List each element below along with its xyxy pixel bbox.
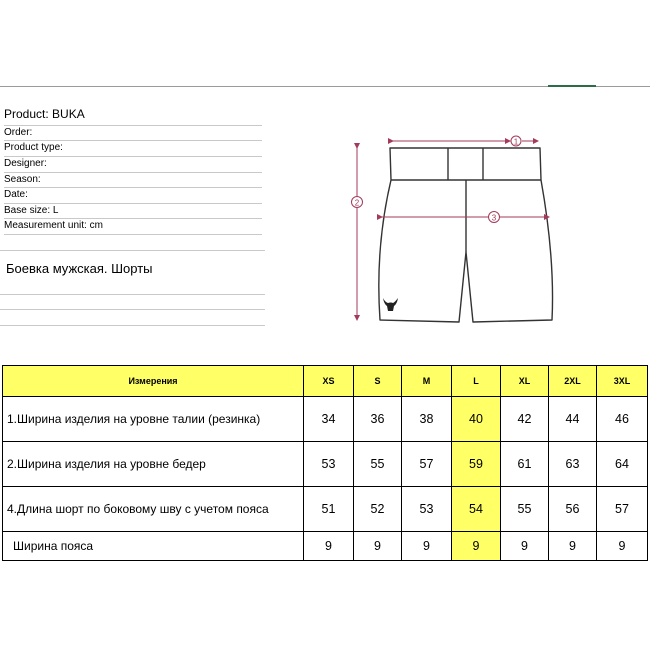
measurement-value: 57 <box>402 442 452 487</box>
measurement-value: 64 <box>597 442 648 487</box>
order-label: Order: <box>4 126 262 141</box>
table-row <box>3 442 648 487</box>
shorts-outline <box>379 148 553 322</box>
marker-1-label: 1 <box>513 137 519 147</box>
divider-line <box>0 309 265 310</box>
measurement-value: 52 <box>354 487 402 532</box>
measurement-value: 38 <box>402 397 452 442</box>
measurement-value: 61 <box>501 442 549 487</box>
measurement-value: 9 <box>354 532 402 561</box>
measurement-name: 1.Ширина изделия на уровне талии (резинка) <box>3 397 304 442</box>
measurement-name: Ширина пояса <box>3 532 304 561</box>
bull-logo-icon <box>383 298 398 311</box>
measurement-value: 56 <box>549 487 597 532</box>
measurement-value: 55 <box>501 487 549 532</box>
divider-line <box>0 325 265 326</box>
measurement-value: 40 <box>452 397 501 442</box>
header-size: S <box>354 366 402 397</box>
product-label: Product: BUKA <box>4 108 262 126</box>
table-row <box>3 532 648 561</box>
header-measurements: Измерения <box>3 366 304 397</box>
measurement-value: 9 <box>304 532 354 561</box>
shorts-sketch <box>345 128 575 333</box>
measurement-name: 2.Ширина изделия на уровне бедер <box>3 442 304 487</box>
header-size: XS <box>304 366 354 397</box>
measurement-value: 53 <box>304 442 354 487</box>
measurement-value: 46 <box>597 397 648 442</box>
table-row <box>3 397 648 442</box>
table-header-row <box>3 366 648 397</box>
season-label: Season: <box>4 173 262 188</box>
measurement-value: 55 <box>354 442 402 487</box>
measurement-value: 34 <box>304 397 354 442</box>
measure-line-2 <box>352 148 363 320</box>
measurement-value: 59 <box>452 442 501 487</box>
measurement-value: 51 <box>304 487 354 532</box>
measurement-value: 9 <box>402 532 452 561</box>
measurement-value: 57 <box>597 487 648 532</box>
header-size: 3XL <box>597 366 648 397</box>
marker-2-label: 2 <box>354 198 360 208</box>
measurement-value: 42 <box>501 397 549 442</box>
header-size: XL <box>501 366 549 397</box>
measurement-name: 4.Длина шорт по боковому шву с учетом пояса <box>3 487 304 532</box>
measurement-value: 54 <box>452 487 501 532</box>
measurement-value: 9 <box>597 532 648 561</box>
table-row <box>3 487 648 532</box>
measurement-value: 9 <box>549 532 597 561</box>
base-size-label: Base size: L <box>4 204 262 219</box>
header-size: L <box>452 366 501 397</box>
marker-3-label: 3 <box>491 213 497 223</box>
measurement-value: 9 <box>452 532 501 561</box>
measurement-value: 9 <box>501 532 549 561</box>
divider-line <box>0 250 265 251</box>
product-type-label: Product type: <box>4 141 262 157</box>
top-divider-accent <box>548 85 596 87</box>
garment-title: Боевка мужская. Шорты <box>6 261 153 276</box>
size-chart-table <box>2 365 648 561</box>
measurement-value: 53 <box>402 487 452 532</box>
designer-label: Designer: <box>4 157 262 173</box>
header-size: M <box>402 366 452 397</box>
header-size: 2XL <box>549 366 597 397</box>
measurement-value: 44 <box>549 397 597 442</box>
measurement-unit-label: Measurement unit: cm <box>4 219 262 235</box>
measurement-value: 63 <box>549 442 597 487</box>
divider-line <box>0 294 265 295</box>
date-label: Date: <box>4 188 262 204</box>
measurement-value: 36 <box>354 397 402 442</box>
